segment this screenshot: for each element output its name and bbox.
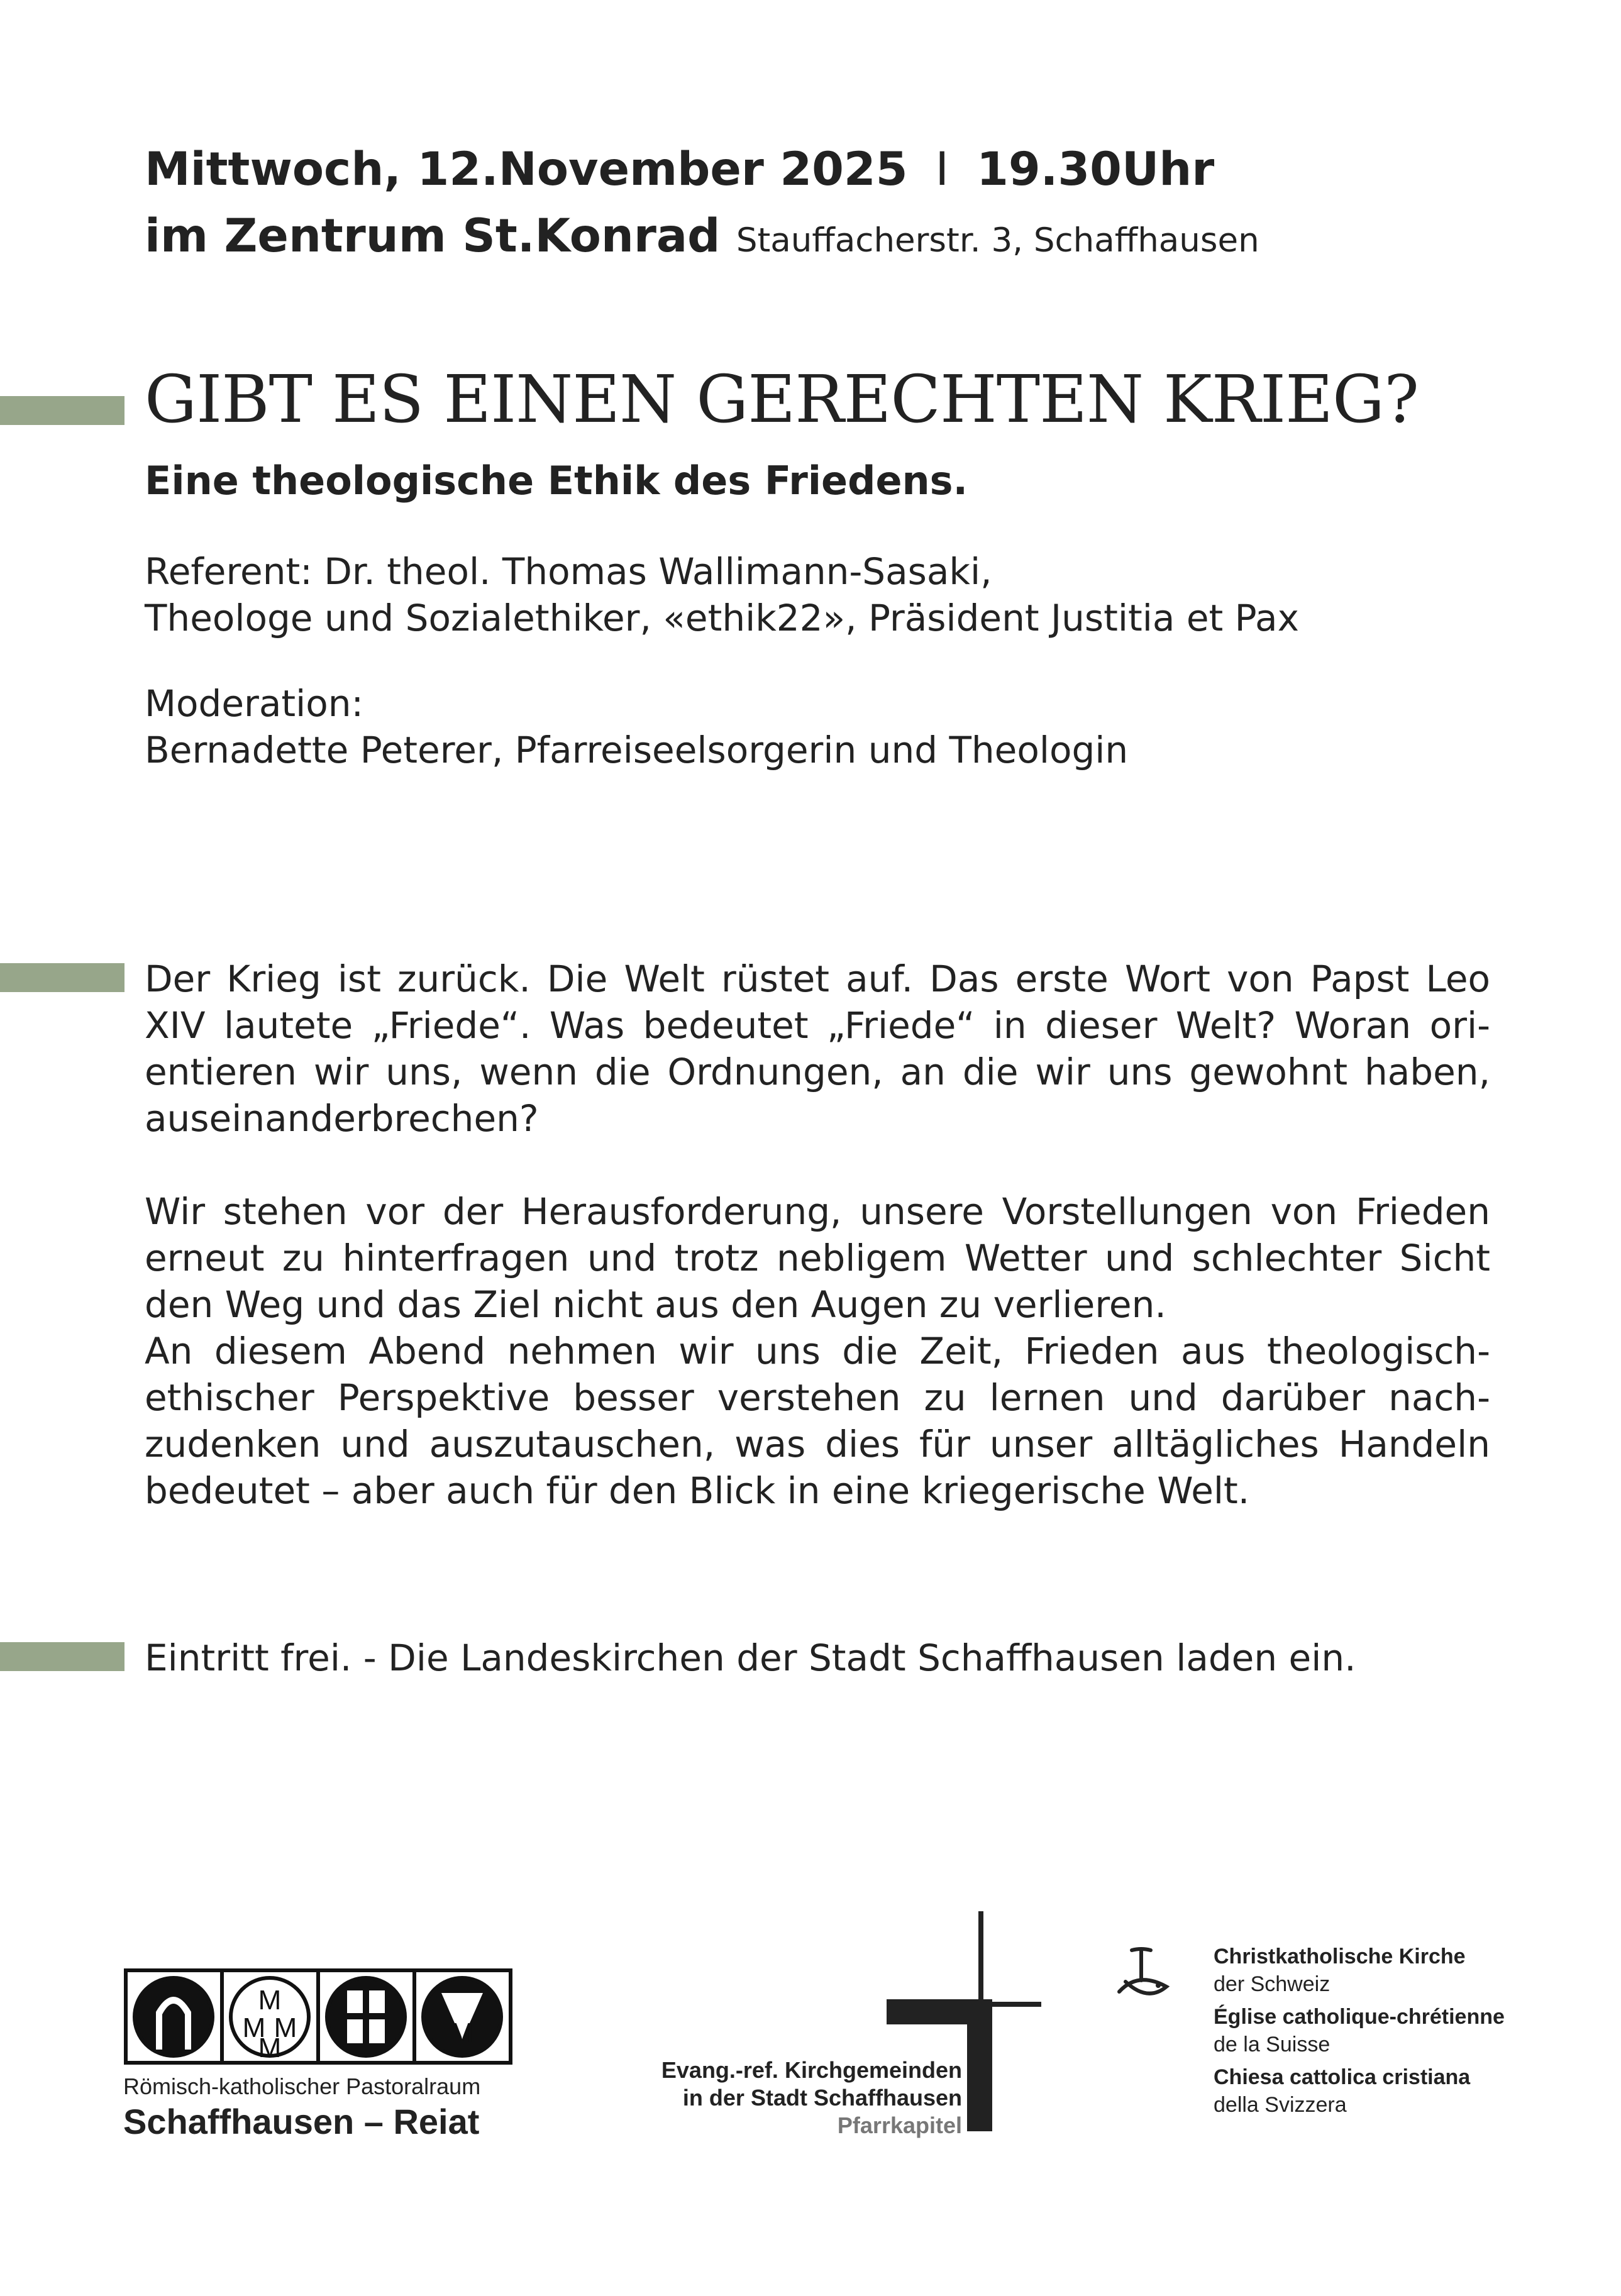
logo-letter: M: [242, 2012, 266, 2043]
reformed-logo-line-2: in der Stadt Schaffhausen: [682, 2085, 962, 2111]
moderation-info: [145, 680, 1497, 773]
event-address: Stauffacherstr. 3, Schaffhausen: [736, 221, 1259, 260]
catholic-logo: [123, 1968, 513, 2144]
body-text: [145, 956, 1490, 1514]
event-datetime: [145, 142, 1214, 197]
speaker-line-2: Theologe und Sozialethiker, «ethik22», Präsident Justitia et Pax: [145, 597, 1299, 639]
christkatholisch-text: [1214, 1943, 1505, 2119]
body-paragraph-3: An diesem Abend nehmen wir uns die Zeit, Frieden aus theologisch-ethischer Perspektive besser verstehen zu lernen und darüber nachzudenken und auszutauschen, was dies für unser alltägliches Handeln bedeutet – aber auch für den Blick in eine kriegerische Welt.: [145, 1330, 1490, 1512]
catholic-logo-letters: [123, 1968, 513, 2065]
fish-cross-icon: [1113, 1943, 1182, 2012]
ck-name-it: Chiesa cattolica cristiana: [1214, 2065, 1471, 2089]
ck-name-fr: Église catholique-chrétienne: [1214, 2005, 1505, 2029]
body-paragraph-2: Wir stehen vor der Herausforderung, unsere Vorstellungen von Frieden erneut zu hinterfragen und trotz nebligem Wetter und schlechter Sicht den Weg und das Ziel nicht aus den Augen zu verlieren.: [145, 1190, 1490, 1326]
reformed-logo: [578, 1911, 1044, 2150]
ck-name-de: Christkatholische Kirche: [1214, 1945, 1466, 1968]
logo-letter: M: [258, 1985, 282, 2016]
catholic-logo-line-1: Römisch-katholischer Pastoralraum: [123, 2073, 481, 2099]
logo-letter: M: [274, 2012, 297, 2043]
admission-note: Eintritt frei. - Die Landeskirchen der Stadt Schaffhausen laden ein.: [145, 1636, 1356, 1679]
page-subtitle: Eine theologische Ethik des Friedens.: [145, 458, 968, 504]
reformed-logo-line-1: Evang.-ref. Kirchgemeinden: [661, 2057, 962, 2083]
logo-letter: M: [258, 2033, 282, 2063]
ck-country-it: della Svizzera: [1214, 2093, 1347, 2117]
event-venue: im Zentrum St.Konrad: [145, 209, 721, 263]
moderation-name: Bernadette Peterer, Pfarreiseelsorgerin und Theologin: [145, 729, 1129, 771]
ck-country-fr: de la Suisse: [1214, 2033, 1331, 2056]
accent-bar-body: [0, 963, 124, 992]
logo-letter: M: [450, 2017, 474, 2048]
catholic-logo-line-2: Schaffhausen – Reiat: [123, 2102, 480, 2141]
christkatholisch-logo: [1113, 1943, 1547, 2144]
separator: I: [935, 143, 949, 196]
body-paragraph-1: Der Krieg ist zurück. Die Welt rüstet auf. Das erste Wort von Papst Leo XIV lautete „Friede“. Was bedeutet „Friede“ in dieser Welt? Woran orientieren wir uns, wenn die Ordnungen, an die wir uns gewohnt haben, auseinanderbrechen?: [145, 958, 1490, 1140]
event-time: 19.30Uhr: [976, 143, 1215, 196]
reformed-logo-line-3: Pfarrkapitel: [837, 2112, 962, 2138]
speaker-line-1: Referent: Dr. theol. Thomas Wallimann-Sasaki,: [145, 550, 992, 593]
page-title: GIBT ES EINEN GERECHTEN KRIEG?: [145, 361, 1419, 438]
reformed-cross-icon: [578, 1911, 1044, 2150]
accent-bar-footer: [0, 1642, 124, 1671]
moderation-label: Moderation:: [145, 682, 364, 725]
event-date: Mittwoch, 12.November 2025: [145, 143, 908, 196]
speaker-info: [145, 548, 1497, 641]
ck-country-de: der Schweiz: [1214, 1972, 1331, 1996]
accent-bar-title: [0, 396, 124, 425]
event-location: [145, 209, 1259, 268]
